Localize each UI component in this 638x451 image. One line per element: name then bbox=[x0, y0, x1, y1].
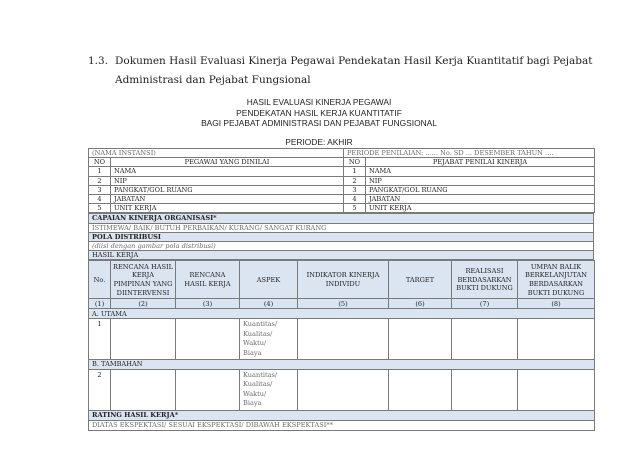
column-number: (3) bbox=[176, 299, 240, 309]
rating-label: RATING HASIL KERJA* bbox=[89, 410, 595, 420]
aspek-item: Biaya bbox=[243, 399, 262, 408]
column-header: UMPAN BALIK BERKELANJUTAN BERDASARKAN BUKTI DUKUNG bbox=[518, 261, 595, 299]
document-titles bbox=[0, 97, 638, 129]
table-row bbox=[89, 319, 595, 360]
row-number: 2 bbox=[344, 176, 366, 185]
empty-cell bbox=[389, 370, 452, 411]
aspek-item: Kualitas/ bbox=[243, 329, 273, 338]
empty-cell bbox=[298, 370, 389, 411]
table-row bbox=[89, 195, 595, 204]
hasil-kerja-label: HASIL KERJA bbox=[89, 251, 594, 260]
section-heading bbox=[88, 52, 608, 90]
section-tambahan: B. TAMBAHAN bbox=[89, 360, 595, 370]
aspek-item: Biaya bbox=[243, 348, 262, 357]
empty-cell bbox=[452, 319, 518, 360]
aspek-item: Waktu/ bbox=[243, 339, 267, 348]
aspek-item: Waktu/ bbox=[243, 389, 267, 398]
column-number: (7) bbox=[452, 299, 518, 309]
section-utama: A. UTAMA bbox=[89, 309, 595, 319]
aspek-item: Kualitas/ bbox=[243, 380, 273, 389]
capaian-table bbox=[88, 213, 594, 260]
row-number: 3 bbox=[344, 185, 366, 194]
pola-label: POLA DISTRIBUSI bbox=[89, 232, 594, 241]
hasil-kerja-table bbox=[88, 260, 595, 430]
column-header: No. bbox=[89, 261, 111, 299]
title-line-2: PENDEKATAN HASIL KERJA KUANTITATIF bbox=[236, 107, 402, 118]
row-number: 1 bbox=[89, 319, 111, 360]
pejabat-header: PEJABAT PENILAI KINERJA bbox=[366, 158, 595, 167]
capaian-label: CAPAIAN KINERJA ORGANISASI* bbox=[89, 214, 594, 223]
no-header-right: NO bbox=[344, 158, 366, 167]
row-number: 5 bbox=[344, 204, 366, 213]
table-row bbox=[89, 176, 595, 185]
identity-table bbox=[88, 148, 595, 213]
row-label: JABATAN bbox=[366, 195, 595, 204]
column-number: (4) bbox=[240, 299, 298, 309]
aspek-cell bbox=[240, 319, 298, 360]
capaian-options: ISTIMEWA/ BAIK/ BUTUH PERBAIKAN/ KURANG/ SANGAT KURANG bbox=[89, 223, 594, 232]
empty-cell bbox=[176, 370, 240, 411]
no-header: NO bbox=[89, 158, 111, 167]
row-number: 3 bbox=[89, 185, 111, 194]
column-header: RENCANA HASIL KERJA bbox=[176, 261, 240, 299]
empty-cell bbox=[176, 319, 240, 360]
empty-cell bbox=[111, 319, 176, 360]
rating-options: DIATAS EKSPEKTASI/ SESUAI EKSPEKTASI/ DIBAWAH EKSPEKTASI** bbox=[89, 420, 595, 430]
table-row bbox=[89, 167, 595, 176]
aspek-item: Kuantitas/ bbox=[243, 320, 278, 329]
empty-cell bbox=[389, 319, 452, 360]
instansi-cell: (NAMA INSTANSI) bbox=[89, 149, 344, 158]
empty-cell bbox=[518, 319, 595, 360]
column-number: (2) bbox=[111, 299, 176, 309]
row-label: UNIT KERJA bbox=[366, 204, 595, 213]
row-number: 5 bbox=[89, 204, 111, 213]
aspek-item: Kuantitas/ bbox=[243, 371, 278, 380]
row-number: 2 bbox=[89, 370, 111, 411]
column-header: ASPEK bbox=[240, 261, 298, 299]
periode-penilaian-cell: PERIODE PENILAIAN: ...... No. SD ... DESEMBER TAHUN .... bbox=[344, 149, 595, 158]
row-number: 1 bbox=[89, 167, 111, 176]
pola-note: (diisi dengan gambar pola distribusi) bbox=[89, 242, 594, 251]
title-line-3: BAGI PEJABAT ADMINISTRASI DAN PEJABAT FUNGSIONAL bbox=[201, 118, 437, 129]
section-title: Dokumen Hasil Evaluasi Kinerja Pegawai Pendekatan Hasil Kerja Kuantitatif bagi Pejabat Administrasi dan Pejabat Fungsional bbox=[115, 55, 593, 86]
table-row bbox=[89, 185, 595, 194]
table-row bbox=[89, 370, 595, 411]
row-number: 4 bbox=[89, 195, 111, 204]
title-line-1: HASIL EVALUASI KINERJA PEGAWAI bbox=[246, 97, 392, 107]
column-header-row bbox=[89, 261, 595, 299]
column-header: RENCANA HASIL KERJA PIMPINAN YANG DIINTERVENSI bbox=[111, 261, 176, 299]
column-header: REALISASI BERDASARKAN BUKTI DUKUNG bbox=[452, 261, 518, 299]
periode-title: PERIODE: AKHIR bbox=[285, 137, 353, 147]
section-number: 1.3. bbox=[88, 55, 109, 67]
empty-cell bbox=[518, 370, 595, 411]
row-label: JABATAN bbox=[111, 195, 344, 204]
column-number: (8) bbox=[518, 299, 595, 309]
empty-cell bbox=[298, 319, 389, 360]
evaluation-form bbox=[88, 148, 594, 431]
row-label: NIP bbox=[366, 176, 595, 185]
column-number: (5) bbox=[298, 299, 389, 309]
column-header: TARGET bbox=[389, 261, 452, 299]
column-number-row bbox=[89, 299, 595, 309]
row-label: NAMA bbox=[111, 167, 344, 176]
empty-cell bbox=[111, 370, 176, 411]
column-number: (6) bbox=[389, 299, 452, 309]
row-number: 2 bbox=[89, 176, 111, 185]
table-row bbox=[89, 204, 595, 213]
row-label: NAMA bbox=[366, 167, 595, 176]
column-number: (1) bbox=[89, 299, 111, 309]
row-label: PANGKAT/GOL RUANG bbox=[366, 185, 595, 194]
column-header: INDIKATOR KINERJA INDIVIDU bbox=[298, 261, 389, 299]
row-label: PANGKAT/GOL RUANG bbox=[111, 185, 344, 194]
empty-cell bbox=[452, 370, 518, 411]
aspek-cell bbox=[240, 370, 298, 411]
pegawai-header: PEGAWAI YANG DINILAI bbox=[111, 158, 344, 167]
row-number: 4 bbox=[344, 195, 366, 204]
row-label: UNIT KERJA bbox=[111, 204, 344, 213]
row-label: NIP bbox=[111, 176, 344, 185]
row-number: 1 bbox=[344, 167, 366, 176]
